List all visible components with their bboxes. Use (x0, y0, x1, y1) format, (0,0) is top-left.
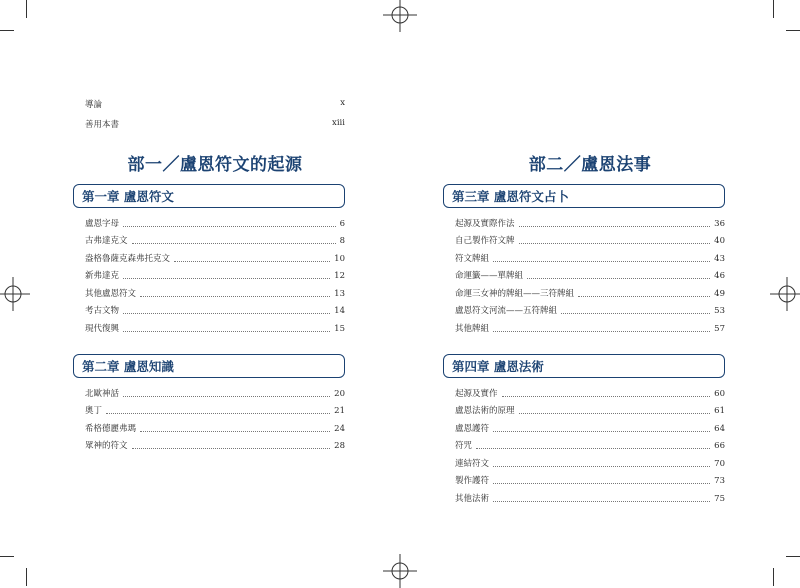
toc-entry-page: 60 (714, 388, 725, 399)
registration-mark-icon (0, 277, 30, 311)
toc-entry-page: 36 (714, 218, 725, 229)
crop-mark (773, 568, 774, 586)
toc-entry-page: 28 (334, 441, 345, 451)
toc-entry-title: 希格德麗弗瑪 (85, 423, 137, 434)
toc-entry-page: 57 (714, 323, 725, 334)
toc-entry-title: 自己製作符文牌 (455, 236, 515, 246)
toc-entry[interactable] (85, 230, 345, 248)
toc-entry-title: 考古文物 (85, 306, 120, 316)
toc-entry-page: 53 (714, 306, 725, 316)
toc-entry-title: 盎格魯薩克森弗托克文 (85, 253, 171, 264)
toc-entry-title: 命運籤——單牌組 (455, 271, 524, 281)
right-page (452, 0, 725, 586)
toc-entry-title: 新弗達克 (85, 271, 120, 281)
toc-entry[interactable] (85, 265, 345, 283)
toc-entry[interactable] (455, 435, 725, 453)
dot-leader (106, 413, 330, 414)
toc-entry[interactable] (455, 382, 725, 400)
dot-leader (493, 261, 710, 262)
dot-leader (476, 448, 710, 449)
chapter-header: 第四章 盧恩法術 (443, 354, 725, 378)
toc-entry-title: 古弗達克文 (85, 236, 128, 246)
toc-entry[interactable] (455, 212, 725, 230)
toc-entry-page: 46 (714, 271, 725, 281)
toc-entry-title: 北歐神話 (85, 388, 120, 399)
dot-leader (493, 431, 710, 432)
toc-entry-title: 其他法術 (455, 493, 490, 504)
toc-front-entry (85, 98, 345, 110)
toc-entry-page: 66 (714, 441, 725, 451)
toc-entry-page: x (340, 98, 345, 108)
toc-entry[interactable] (85, 282, 345, 300)
toc-entry[interactable] (85, 300, 345, 318)
dot-leader (123, 313, 330, 314)
dot-leader (493, 331, 710, 332)
toc-entry[interactable] (85, 317, 345, 335)
toc-entry-title: 善用本書 (85, 120, 120, 130)
toc-entry-title: 盧恩法術的原理 (455, 406, 515, 416)
dot-leader (123, 396, 330, 397)
crop-mark (786, 556, 800, 557)
toc-entry-title: 連結符文 (455, 458, 490, 469)
toc-entry[interactable] (85, 417, 345, 435)
toc-entry-list (455, 212, 725, 335)
toc-entry[interactable] (85, 247, 345, 265)
toc-entry-title: 起源及實際作法 (455, 218, 515, 229)
toc-entry-title: 命運三女神的牌組——三符牌組 (455, 288, 575, 299)
toc-entry-page: 20 (334, 388, 345, 399)
registration-mark-icon (383, 554, 417, 588)
dot-leader (578, 296, 710, 297)
toc-entry[interactable] (85, 212, 345, 230)
toc-entry-page: 61 (714, 406, 725, 416)
toc-entry[interactable] (455, 247, 725, 265)
toc-entry[interactable] (455, 487, 725, 505)
toc-entry-title: 現代復興 (85, 323, 120, 334)
chapter-header: 第一章 盧恩符文 (73, 184, 345, 208)
toc-entry[interactable] (85, 382, 345, 400)
crop-mark (786, 30, 800, 31)
part-title: 部二／盧恩法事 (528, 155, 652, 175)
toc-entry[interactable] (455, 282, 725, 300)
toc-entry[interactable] (85, 435, 345, 453)
toc-entry-page: 70 (714, 458, 725, 469)
toc-entry-title: 導論 (85, 100, 103, 110)
dot-leader (123, 226, 336, 227)
toc-entry[interactable] (455, 400, 725, 418)
toc-entry[interactable] (455, 300, 725, 318)
registration-mark-icon (770, 277, 800, 311)
registration-mark-icon (383, 0, 417, 32)
dot-leader (519, 413, 711, 414)
toc-entry-page: 14 (334, 306, 345, 316)
dot-leader (561, 313, 710, 314)
toc-entry-title: 起源及實作 (455, 388, 498, 399)
toc-entry-page: 8 (339, 236, 345, 246)
crop-mark (26, 568, 27, 586)
toc-entry-title: 眾神的符文 (85, 441, 128, 451)
toc-entry[interactable] (455, 317, 725, 335)
toc-entry-page: 21 (334, 406, 345, 416)
toc-entry-title: 盧恩符文河流——五符牌組 (455, 306, 558, 316)
toc-entry[interactable] (455, 417, 725, 435)
dot-leader (123, 331, 330, 332)
toc-entry-page: 6 (339, 218, 345, 229)
toc-entry-title: 符咒 (455, 441, 473, 451)
toc-entry-page: 75 (714, 493, 725, 504)
chapter-header: 第三章 盧恩符文占卜 (443, 184, 725, 208)
dot-leader (174, 261, 330, 262)
crop-mark (26, 0, 27, 18)
toc-entry-page: 43 (714, 253, 725, 264)
dot-leader (493, 483, 710, 484)
left-page (82, 0, 345, 586)
toc-entry[interactable] (85, 400, 345, 418)
dot-leader (502, 396, 711, 397)
toc-entry[interactable] (455, 452, 725, 470)
dot-leader (140, 431, 330, 432)
toc-front-entry (85, 118, 345, 130)
chapter-header: 第二章 盧恩知識 (73, 354, 345, 378)
dot-leader (493, 501, 710, 502)
toc-entry-page: 49 (714, 288, 725, 299)
toc-entry-title: 製作護符 (455, 476, 490, 486)
toc-entry-list (455, 382, 725, 505)
toc-entry-page: 73 (714, 476, 725, 486)
toc-entry-title: 符文牌組 (455, 253, 490, 264)
toc-entry-page: xiii (332, 118, 345, 128)
toc-entry-list (85, 212, 345, 335)
dot-leader (132, 448, 331, 449)
toc-entry[interactable] (455, 265, 725, 283)
toc-entry-title: 盧恩字母 (85, 218, 120, 229)
dot-leader (519, 243, 711, 244)
toc-entry-title: 其他盧恩符文 (85, 288, 137, 299)
crop-mark (0, 556, 14, 557)
toc-entry-page: 13 (334, 288, 345, 299)
toc-entry-title: 其他牌組 (455, 323, 490, 334)
dot-leader (123, 278, 330, 279)
toc-entry-page: 15 (334, 323, 345, 334)
crop-mark (0, 30, 14, 31)
dot-leader (519, 226, 711, 227)
dot-leader (132, 243, 336, 244)
part-title: 部一／盧恩符文的起源 (127, 155, 303, 175)
crop-mark (773, 0, 774, 18)
toc-entry[interactable] (455, 470, 725, 488)
dot-leader (527, 278, 710, 279)
toc-entry-title: 奧丁 (85, 406, 103, 416)
toc-entry-list (85, 382, 345, 452)
toc-entry-page: 40 (714, 236, 725, 246)
dot-leader (140, 296, 330, 297)
dot-leader (493, 466, 710, 467)
toc-entry[interactable] (455, 230, 725, 248)
toc-entry-title: 盧恩護符 (455, 423, 490, 434)
toc-entry-page: 12 (334, 271, 345, 281)
toc-entry-page: 24 (334, 423, 345, 434)
toc-entry-page: 64 (714, 423, 725, 434)
toc-entry-page: 10 (334, 253, 345, 264)
